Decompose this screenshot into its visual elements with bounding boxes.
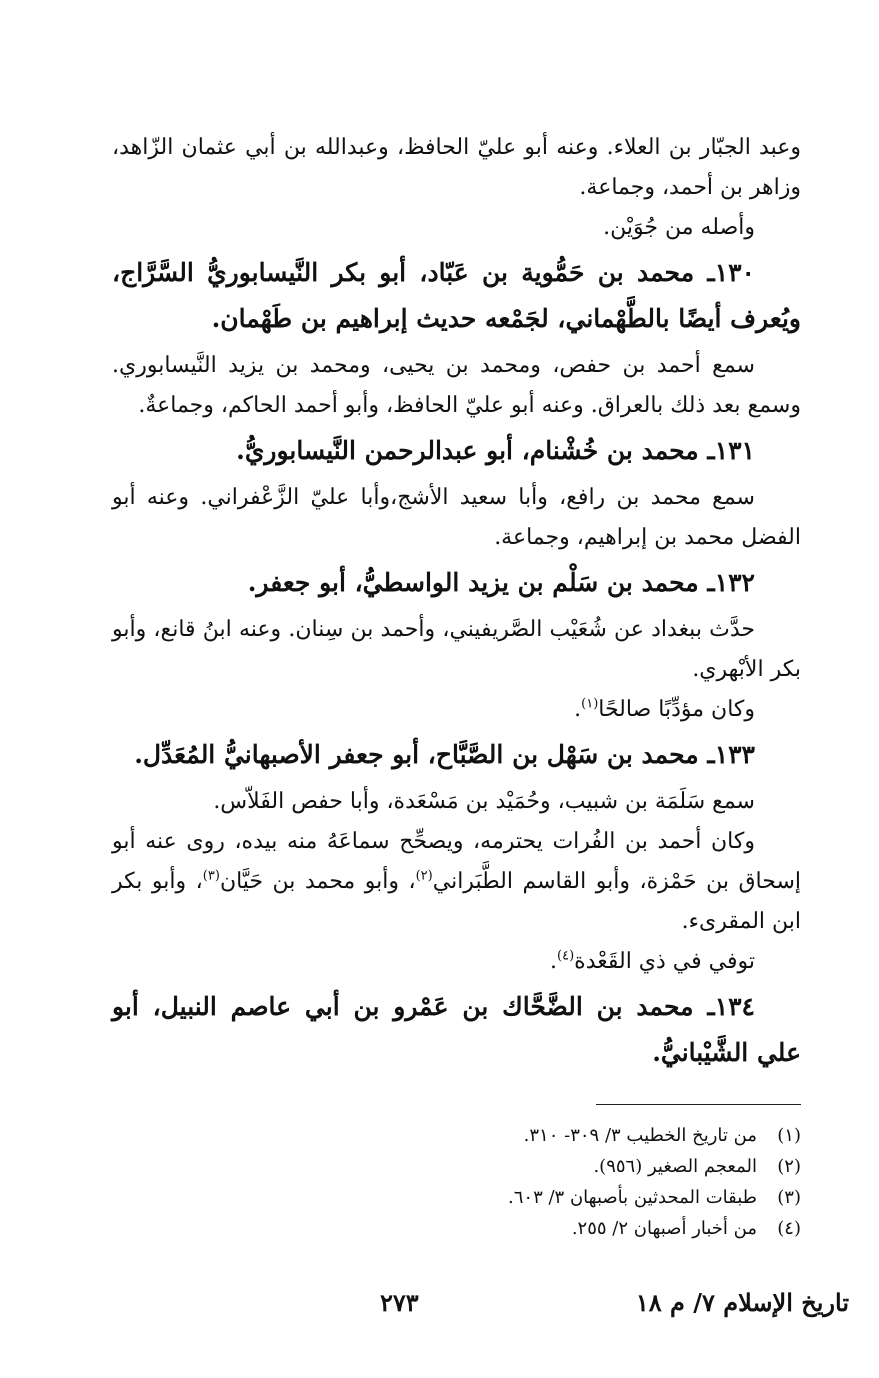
footnote-item xyxy=(112,1182,801,1213)
footnote-ref-3[interactable]: (٣) xyxy=(202,868,220,884)
footnote-ref-1[interactable]: (١) xyxy=(581,696,599,712)
entry-death-133: توفي في ذي القَعْدة$^{(٤)}$. xyxy=(550,948,755,974)
entry-heading-134: ١٣٤ـ محمد بن الضَّحَّاك بن عَمْرو بن أبي عاصم النبيل، أبو علي الشَّيْبانيُّ. xyxy=(112,992,801,1067)
entry-heading-131: ١٣١ـ محمد بن خُشْنام، أبو عبدالرحمن النَّيسابوريُّ. xyxy=(236,436,755,465)
footnote-text: المعجم الصغير (٩٥٦). xyxy=(593,1156,757,1177)
footnote-item xyxy=(112,1213,801,1244)
page-footer xyxy=(0,1288,879,1328)
main-text xyxy=(112,128,801,1080)
book-title: تاريخ الإسلام ٧/ م ١٨ xyxy=(635,1288,849,1317)
page-number: ٢٧٣ xyxy=(380,1288,419,1317)
entry-heading-132: ١٣٢ـ محمد بن سَلْم بن يزيد الواسطيُّ، أبو جعفر. xyxy=(247,568,755,597)
footnote-divider xyxy=(596,1104,801,1105)
entry-body-131: سمع محمد بن رافع، وأبا سعيد الأشج،وأبا عليّ الزَّعْفراني. وعنه أبو الفضل محمد بن إبراهيم، وجماعة. xyxy=(112,485,801,550)
entry-body-133a: سمع سَلَمَة بن شبيب، وحُمَيْد بن مَسْعَدة، وأبا حفص الفَلاّس. xyxy=(213,789,755,814)
footnote-number: (٢) xyxy=(777,1156,801,1177)
footnote-text: من أخبار أصبهان ٢/ ٢٥٥. xyxy=(571,1218,757,1239)
entry-body-133b: وكان أحمد بن الفُرات يحترمه، ويصحِّح سماعَهُ منه بيده، روى عنه أبو إسحاق بن حَمْزة، وأبو القاسم الطَّبَراني$^{(٢)}$، وأبو محمد بن حَيَّان$^{(٣)}$، وأبو بكر ابن المقرىء. xyxy=(112,829,801,934)
entry-heading-130: ١٣٠ـ محمد بن حَمُّوية بن عَبّاد، أبو بكر النَّيسابوريُّ السَّرَّاج، ويُعرف أيضًا بالطَّهْماني، لجَمْعه حديث إبراهيم بن طَهْمان. xyxy=(112,258,801,333)
footnote-ref-2[interactable]: (٢) xyxy=(415,868,433,884)
footnote-text: من تاريخ الخطيب ٣/ ٣٠٩- ٣١٠. xyxy=(523,1125,757,1146)
footnote-number: (٤) xyxy=(777,1218,801,1239)
entry-note-132: وكان مؤدِّبًا صالحًا$^{(١)}$. xyxy=(574,696,755,722)
footnote-item xyxy=(112,1120,801,1151)
footnote-ref-4[interactable]: (٤) xyxy=(557,948,575,964)
entry-heading-133: ١٣٣ـ محمد بن سَهْل بن الصَّبَّاح، أبو جعفر الأصبهانيُّ المُعَدِّل. xyxy=(134,740,755,769)
footnote-text: طبقات المحدثين بأصبهان ٣/ ٦٠٣. xyxy=(508,1187,757,1208)
entry-body-132: حدَّث ببغداد عن شُعَيْب الصَّريفيني، وأحمد بن سِنان. وعنه ابنُ قانع، وأبو بكر الأبْهري. xyxy=(112,617,801,682)
paragraph-continuation: وعبد الجبّار بن العلاء. وعنه أبو عليّ الحافظ، وعبدالله بن أبي عثمان الزّاهد، وزاهر بن أحمد، وجماعة. xyxy=(112,135,801,200)
footnote-item xyxy=(112,1151,801,1182)
paragraph-origin: وأصله من جُوَيْن. xyxy=(603,215,755,240)
entry-body-130: سمع أحمد بن حفص، ومحمد بن يحيى، ومحمد بن يزيد النَّيسابوري. وسمع بعد ذلك بالعراق. وعنه أبو عليّ الحافظ، وأبو أحمد الحاكم، وجماعةٌ. xyxy=(112,353,801,418)
footnote-number: (١) xyxy=(777,1125,801,1146)
footnote-number: (٣) xyxy=(777,1187,801,1208)
footnotes xyxy=(112,1120,801,1244)
